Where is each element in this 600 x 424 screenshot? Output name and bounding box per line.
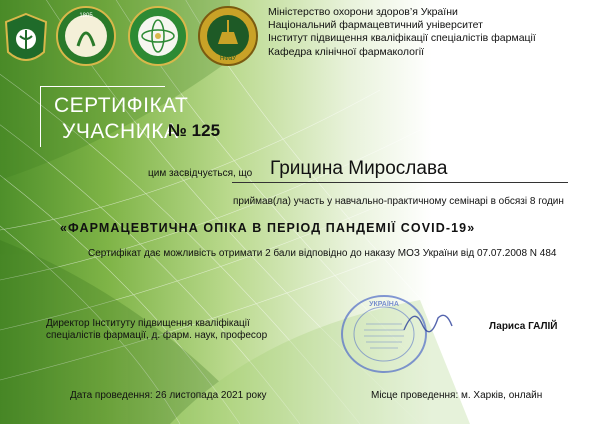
name-underline <box>232 182 568 183</box>
logo-ministry-icon <box>4 12 48 70</box>
ministry-line: Міністерство охорони здоров’я України <box>268 6 458 18</box>
department-line: Кафедра клінічної фармакології <box>268 45 425 58</box>
logo-department-icon <box>198 6 258 66</box>
certificate-title: СЕРТИФІКАТ <box>54 94 189 117</box>
university-line: Національний фармацевтичний університет <box>268 19 483 32</box>
logo-2-label: НФаУ <box>219 56 237 62</box>
issuer-block <box>268 6 536 59</box>
stamp-label: УКРАЇНА <box>369 301 399 308</box>
seminar-title: «ФАРМАЦЕВТИЧНА ОПІКА В ПЕРІОД ПАНДЕМІЇ COVID-19» <box>60 221 476 235</box>
institute-line: Інститут підвищення кваліфікації спеціалістів фармації <box>268 32 536 45</box>
participation-text: приймав(ла) участь у навчально-практичному семінарі в обсязі 8 годин <box>233 196 564 207</box>
signature-icon <box>400 300 460 340</box>
recipient-name: Грицина Мирослава <box>270 158 448 179</box>
credit-text: Сертифікат дає можливість отримати 2 бали відповідно до наказу МОЗ України від 07.07.2008 N 484 <box>88 248 557 259</box>
logo-1-label: 1805 <box>79 13 93 19</box>
logo-university-icon <box>56 6 116 66</box>
director-line-2: спеціалістів фармації, д. фарм. наук, професор <box>46 330 268 341</box>
director-block <box>46 318 267 342</box>
director-line-1: Директор Інституту підвищення кваліфікації <box>46 318 250 329</box>
event-place: Місце проведення: м. Харків, онлайн <box>371 390 543 401</box>
logo-institute-icon <box>128 6 188 66</box>
signer-name: Лариса ГАЛІЙ <box>489 321 558 332</box>
certify-text: цим засвідчується, що <box>148 168 253 179</box>
event-date: Дата проведення: 26 листопада 2021 року <box>70 390 267 401</box>
certificate-subtitle: УЧАСНИКА <box>62 120 179 143</box>
certificate-number: № 125 <box>168 121 221 140</box>
